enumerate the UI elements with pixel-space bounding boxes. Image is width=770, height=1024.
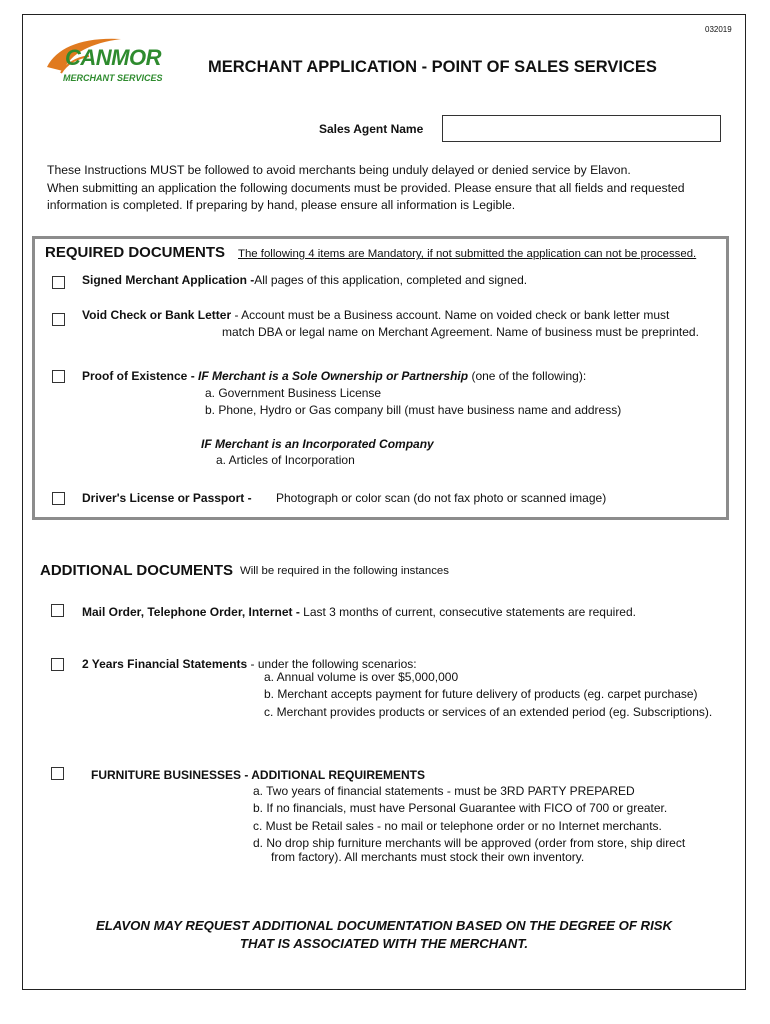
proof-of-existence-item: Proof of Existence - IF Merchant is a Sole Ownership or Partnership (one of the following): <box>82 369 587 383</box>
furniture-sub-d: d. No drop ship furniture merchants will be approved (order from store, ship direct <box>253 836 686 850</box>
checkbox-financial-statements[interactable] <box>51 658 64 671</box>
drivers-license-text: Photograph or color scan (do not fax photo or scanned image) <box>276 491 607 505</box>
furniture-sub-a: a. Two years of financial statements - must be 3RD PARTY PREPARED <box>253 784 635 798</box>
required-documents-note: The following 4 items are Mandatory, if not submitted the application can not be processed. <box>238 248 697 260</box>
financial-sub-a: a. Annual volume is over $5,000,000 <box>264 670 459 684</box>
furniture-sub-b: b. If no financials, must have Personal Guarantee with FICO of 700 or greater. <box>253 801 668 815</box>
checkbox-signed-application[interactable] <box>52 276 65 289</box>
proof-sub-a: a. Government Business License <box>205 386 382 400</box>
financial-sub-c: c. Merchant provides products or services of an extended period (eg. Subscriptions). <box>264 705 713 719</box>
furniture-title: FURNITURE BUSINESSES - ADDITIONAL REQUIREMENTS <box>91 768 426 782</box>
required-documents-title: REQUIRED DOCUMENTS <box>45 244 226 261</box>
sales-agent-label: Sales Agent Name <box>319 122 424 136</box>
incorporated-title: IF Merchant is an Incorporated Company <box>201 437 434 451</box>
footer-line-1: ELAVON MAY REQUEST ADDITIONAL DOCUMENTATION BASED ON THE DEGREE OF RISK <box>95 918 673 933</box>
checkbox-proof-of-existence[interactable] <box>52 370 65 383</box>
financial-sub-b: b. Merchant accepts payment for future delivery of products (eg. carpet purchase) <box>264 687 698 701</box>
logo-sub: MERCHANT SERVICES <box>63 73 163 83</box>
financial-statements-item: 2 Years Financial Statements - under the following scenarios: <box>82 657 417 671</box>
mail-order-item: Mail Order, Telephone Order, Internet - Last 3 months of current, consecutive statements are required. <box>82 605 636 619</box>
void-check-item-cont: match DBA or legal name on Merchant Agreement. Name of business must be preprinted. <box>222 325 699 339</box>
furniture-sub-d-cont: from factory). All merchants must stock their own inventory. <box>271 850 585 864</box>
instructions-line-2: When submitting an application the following documents must be provided. Please ensure that all fields and requested <box>47 181 685 195</box>
incorporated-sub-a: a. Articles of Incorporation <box>216 453 355 467</box>
footer-line-2: THAT IS ASSOCIATED WITH THE MERCHANT. <box>239 936 529 951</box>
additional-documents-note: Will be required in the following instances <box>240 565 449 577</box>
signed-application-item: Signed Merchant Application -All pages of this application, completed and signed. <box>82 273 528 287</box>
sales-agent-input[interactable] <box>442 115 721 142</box>
checkbox-mail-order[interactable] <box>51 604 64 617</box>
page-title: MERCHANT APPLICATION - POINT OF SALES SERVICES <box>208 58 657 76</box>
checkbox-drivers-license[interactable] <box>52 492 65 505</box>
instructions-line-3: information is completed. If preparing by hand, please ensure all information is Legible. <box>47 198 516 212</box>
proof-sub-b: b. Phone, Hydro or Gas company bill (must have business name and address) <box>205 403 622 417</box>
additional-documents-title: ADDITIONAL DOCUMENTS <box>40 562 234 579</box>
checkbox-furniture[interactable] <box>51 767 64 780</box>
canmor-logo <box>43 33 173 88</box>
checkbox-void-check[interactable] <box>52 313 65 326</box>
instructions-line-1: These Instructions MUST be followed to avoid merchants being unduly delayed or denied service by Elavon. <box>47 163 631 177</box>
logo-brand: CANMOR <box>65 45 161 70</box>
void-check-item: Void Check or Bank Letter - Account must be a Business account. Name on voided check or bank letter must <box>82 308 670 322</box>
furniture-sub-c: c. Must be Retail sales - no mail or telephone order or no Internet merchants. <box>253 819 662 833</box>
form-code: 032019 <box>705 25 732 34</box>
drivers-license-label: Driver's License or Passport - <box>82 491 252 505</box>
